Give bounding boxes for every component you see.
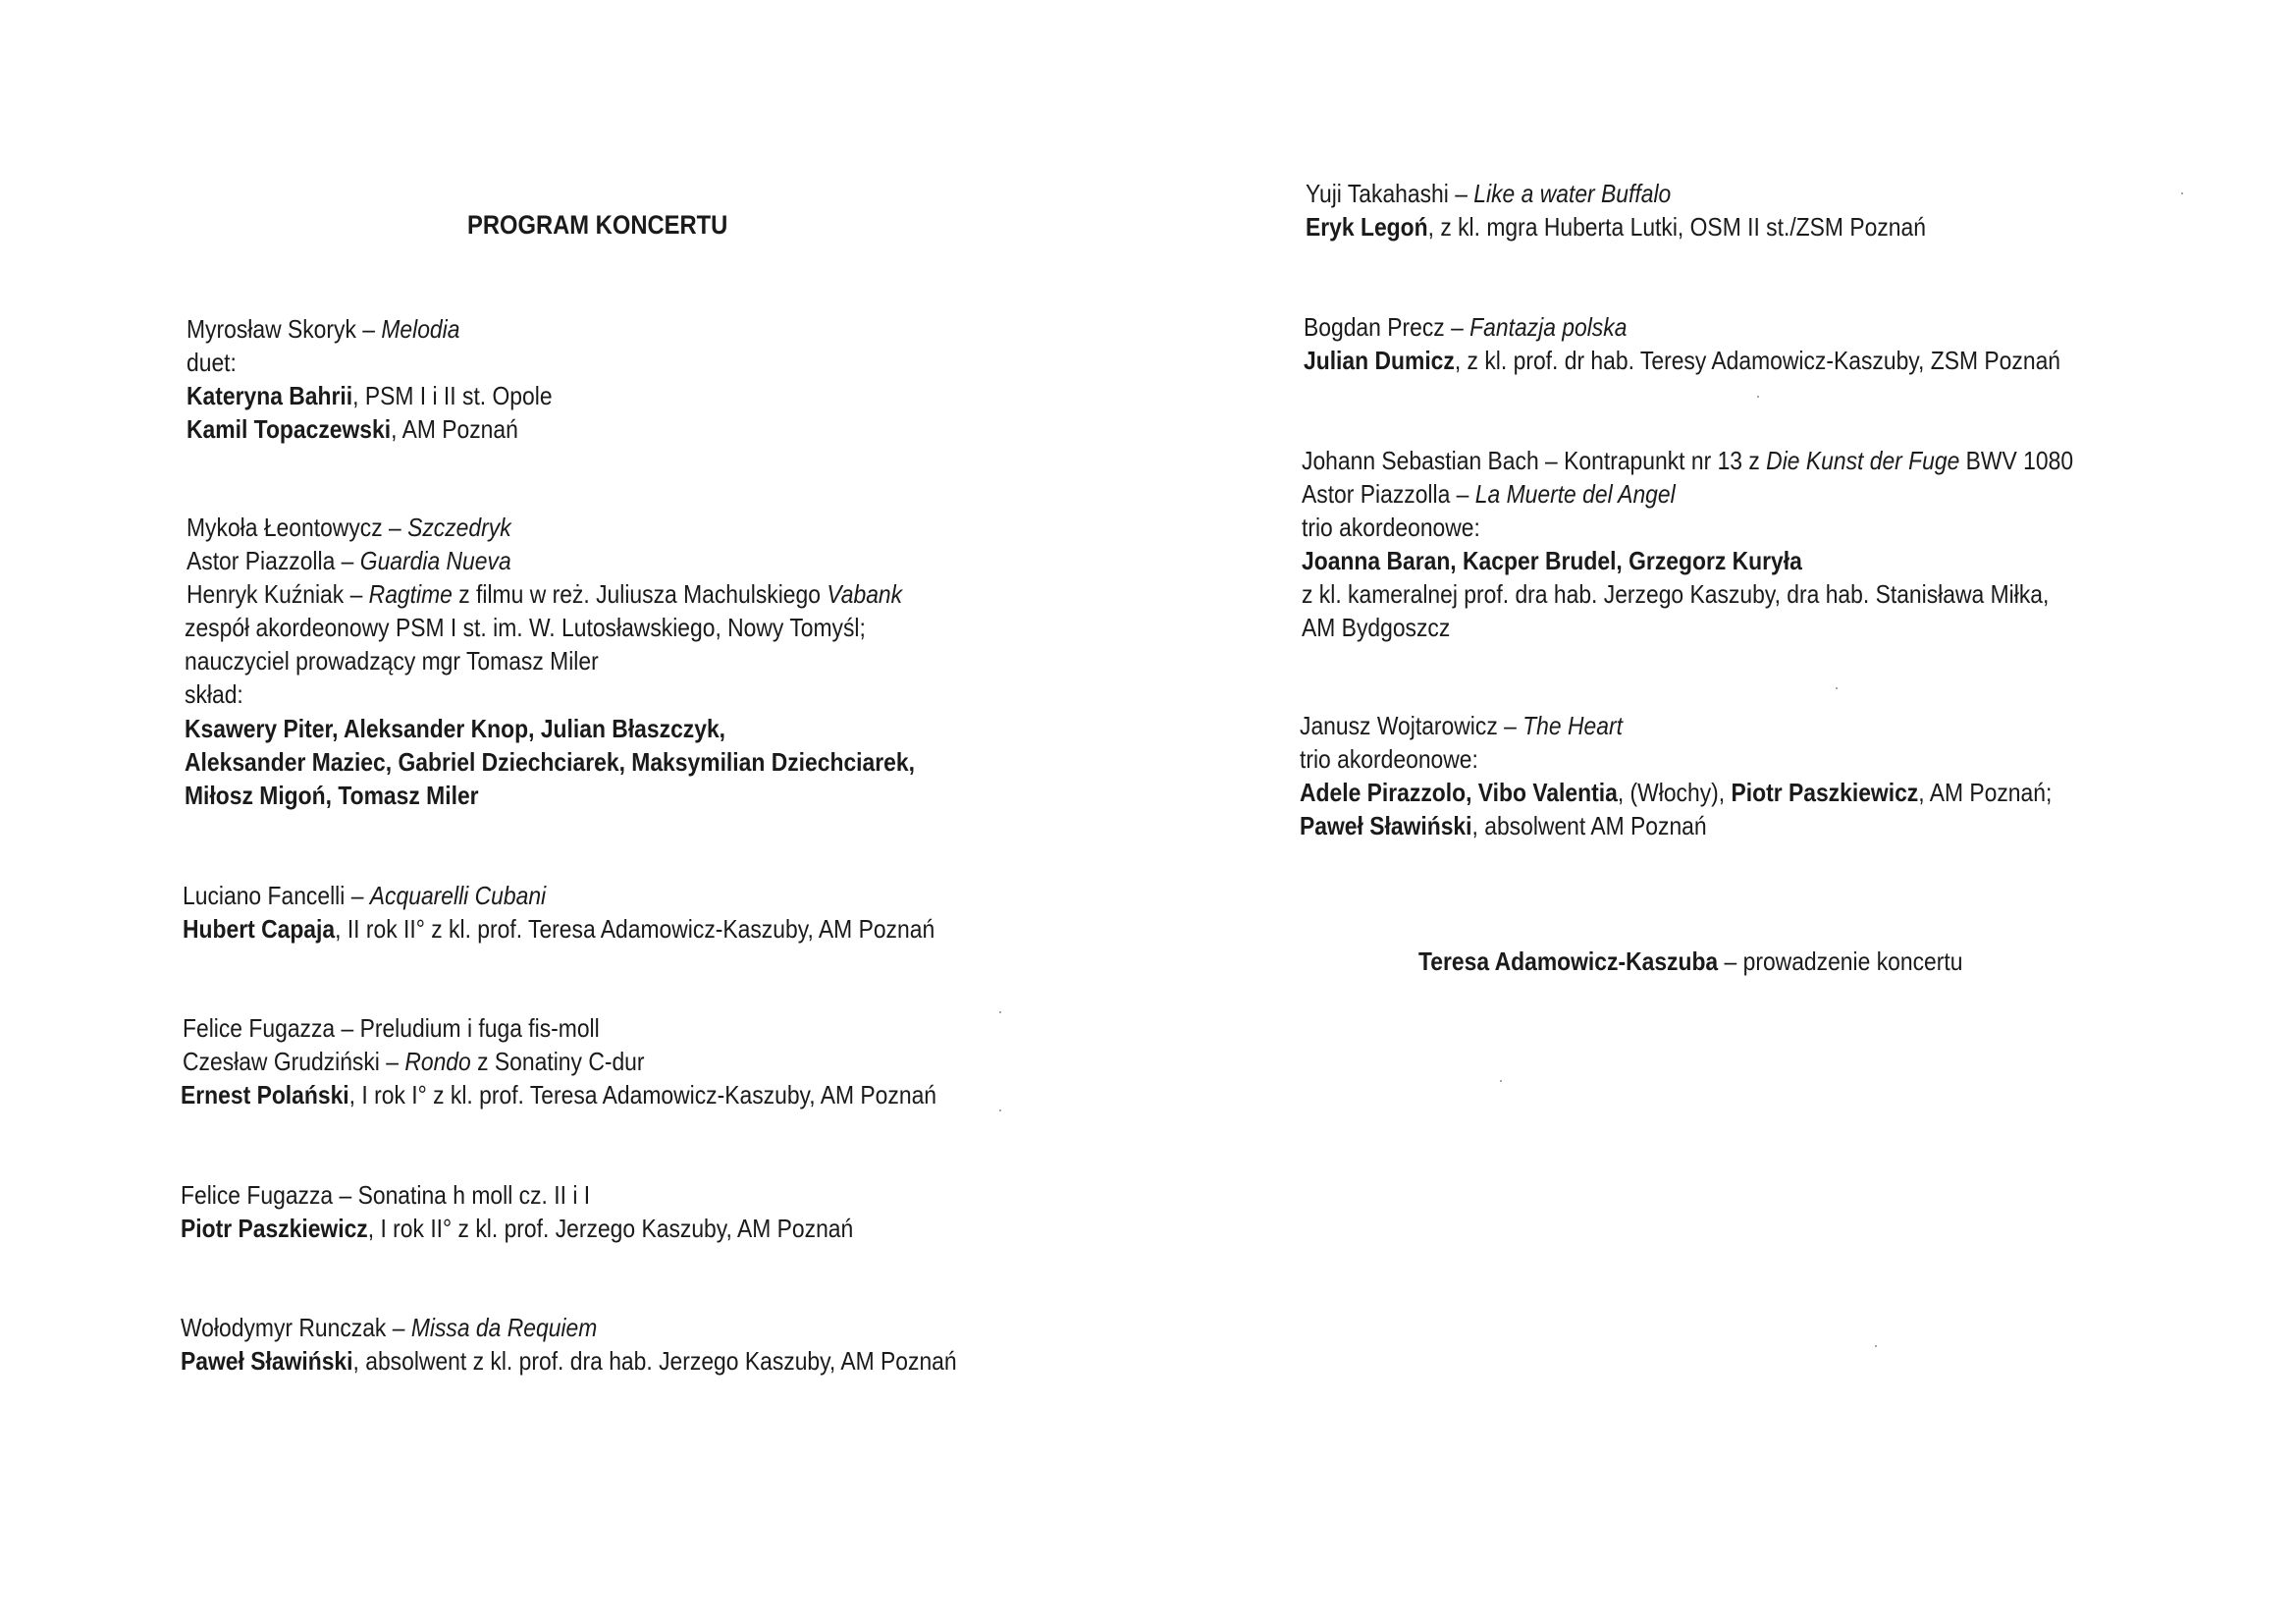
performer-line xyxy=(1300,809,1707,842)
performer-name: Eryk Legoń xyxy=(1306,212,1428,242)
performer-info: , I rok I° z kl. prof. Teresa Adamowicz-Kaszuby, AM Poznań xyxy=(348,1080,937,1109)
piece-line xyxy=(187,544,511,577)
composer: Johann Sebastian Bach – Kontrapunkt nr 13 z xyxy=(1302,446,1767,475)
performer-info: , AM Poznań xyxy=(391,414,518,444)
composer: Wołodymyr Runczak – xyxy=(181,1313,411,1342)
piece-line xyxy=(1300,709,1623,742)
piece-title: Like a water Buffalo xyxy=(1473,179,1672,208)
scan-speck xyxy=(1500,1080,1502,1082)
performer-line xyxy=(183,912,934,946)
scan-speck xyxy=(1875,1345,1877,1347)
performer-line xyxy=(181,1212,853,1245)
ensemble-info: zespół akordeonowy PSM I st. im. W. Lutosławskiego, Nowy Tomyśl; xyxy=(185,613,866,642)
performer-line xyxy=(1300,776,2052,809)
piece-title: Acquarelli Cubani xyxy=(369,881,547,910)
composer: Astor Piazzolla – xyxy=(1302,479,1475,509)
lineup-label: skład: xyxy=(185,679,243,709)
scan-speck xyxy=(2181,192,2183,194)
piece-title: Ragtime xyxy=(368,579,453,609)
composer: Henryk Kuźniak – xyxy=(187,579,369,609)
performer-info: , PSM I i II st. Opole xyxy=(352,381,553,410)
piece-line: Felice Fugazza – Sonatina h moll cz. II i I xyxy=(181,1180,591,1210)
piece-note: z Sonatiny C-dur xyxy=(470,1047,645,1076)
composer: Janusz Wojtarowicz – xyxy=(1300,711,1523,740)
performer-line xyxy=(181,1078,936,1111)
piece-title: La Muerte del Angel xyxy=(1474,479,1676,509)
performer-line xyxy=(1306,210,1926,243)
scan-speck xyxy=(1757,396,1759,398)
performer-info: , II rok II° z kl. prof. Teresa Adamowicz-Kaszuby, AM Poznań xyxy=(335,914,935,944)
performer-line xyxy=(181,1344,957,1378)
performer-name: Piotr Paszkiewicz xyxy=(1731,778,1919,807)
performer-name: Paweł Sławiński xyxy=(1300,811,1472,840)
performer-info: , z kl. prof. dr hab. Teresy Adamowicz-Kaszuby, ZSM Poznań xyxy=(1454,346,2061,375)
performer-name: Julian Dumicz xyxy=(1304,346,1455,375)
composer: Astor Piazzolla – xyxy=(187,546,360,575)
performer-name: Ernest Polański xyxy=(181,1080,349,1109)
performer-name: Hubert Capaja xyxy=(183,914,336,944)
institution: AM Bydgoszcz xyxy=(1302,613,1451,642)
composer: Mykoła Łeontowycz – xyxy=(187,513,408,542)
composer: Luciano Fancelli – xyxy=(183,881,370,910)
host-name: Teresa Adamowicz-Kaszuba xyxy=(1418,947,1719,976)
piece-line xyxy=(1306,177,1671,210)
piece-line xyxy=(183,879,546,912)
class-info: z kl. kameralnej prof. dra hab. Jerzego Kaszuby, dra hab. Stanisława Miłka, xyxy=(1302,579,2050,609)
composer: Myrosław Skoryk – xyxy=(187,314,382,344)
scan-speck xyxy=(1836,687,1838,689)
piece-title: The Heart xyxy=(1522,711,1623,740)
piece-title: Rondo xyxy=(404,1047,471,1076)
piece-line xyxy=(187,577,902,611)
piece-title: Missa da Requiem xyxy=(410,1313,598,1342)
piece-line xyxy=(1302,444,2073,477)
lineup-names: Aleksander Maziec, Gabriel Dziechciarek, Maksymilian Dziechciarek, xyxy=(185,747,915,777)
catalog-number: BWV 1080 xyxy=(1959,446,2074,475)
ensemble-type: duet: xyxy=(187,348,237,377)
performer-name: Kateryna Bahrii xyxy=(187,381,353,410)
lineup-names: Ksawery Piter, Aleksander Knop, Julian Błaszczyk, xyxy=(185,714,726,743)
piece-line xyxy=(187,312,459,346)
ensemble-type: trio akordeonowe: xyxy=(1300,744,1478,774)
piece-title: Die Kunst der Fuge xyxy=(1766,446,1960,475)
scan-speck xyxy=(999,1011,1001,1013)
performer-line xyxy=(187,379,553,412)
performer-info: , I rok II° z kl. prof. Jerzego Kaszuby, AM Poznań xyxy=(367,1214,854,1243)
performer-info: , z kl. mgra Huberta Lutki, OSM II st./ZSM Poznań xyxy=(1427,212,1926,242)
host-line xyxy=(1418,945,1962,978)
ensemble-type: trio akordeonowe: xyxy=(1302,513,1480,542)
piece-line xyxy=(187,511,511,544)
lineup-names: Miłosz Migoń, Tomasz Miler xyxy=(185,781,479,810)
piece-line xyxy=(183,1045,645,1078)
piece-title: Szczedryk xyxy=(407,513,511,542)
performer-line xyxy=(1304,344,2060,377)
teacher-info: nauczyciel prowadzący mgr Tomasz Miler xyxy=(185,646,599,676)
lineup-names: Joanna Baran, Kacper Brudel, Grzegorz Kuryła xyxy=(1302,546,1802,575)
composer: Czesław Grudziński – xyxy=(183,1047,405,1076)
performer-name: Kamil Topaczewski xyxy=(187,414,392,444)
performer-name: Adele Pirazzolo, Vibo Valentia xyxy=(1300,778,1618,807)
performer-info: , (Włochy), xyxy=(1617,778,1732,807)
piece-note: z filmu w reż. Juliusza Machulskiego xyxy=(452,579,828,609)
performer-line xyxy=(187,412,518,446)
performer-info: , absolwent z kl. prof. dra hab. Jerzego Kaszuby, AM Poznań xyxy=(352,1346,957,1376)
host-role: – prowadzenie koncertu xyxy=(1718,947,1963,976)
film-title: Vabank xyxy=(827,579,903,609)
piece-line: Felice Fugazza – Preludium i fuga fis-moll xyxy=(183,1013,600,1043)
piece-line xyxy=(181,1311,597,1344)
composer: Yuji Takahashi – xyxy=(1306,179,1474,208)
piece-title: Melodia xyxy=(381,314,460,344)
performer-name: Paweł Sławiński xyxy=(181,1346,353,1376)
performer-name: Piotr Paszkiewicz xyxy=(181,1214,368,1243)
piece-line xyxy=(1304,310,1627,344)
piece-line xyxy=(1302,477,1676,511)
page-title: PROGRAM KONCERTU xyxy=(467,210,728,240)
composer: Bogdan Precz – xyxy=(1304,312,1470,342)
piece-title: Guardia Nueva xyxy=(359,546,511,575)
performer-info: , absolwent AM Poznań xyxy=(1471,811,1707,840)
performer-info: , AM Poznań; xyxy=(1918,778,2053,807)
scan-speck xyxy=(999,1109,1001,1111)
piece-title: Fantazja polska xyxy=(1469,312,1628,342)
